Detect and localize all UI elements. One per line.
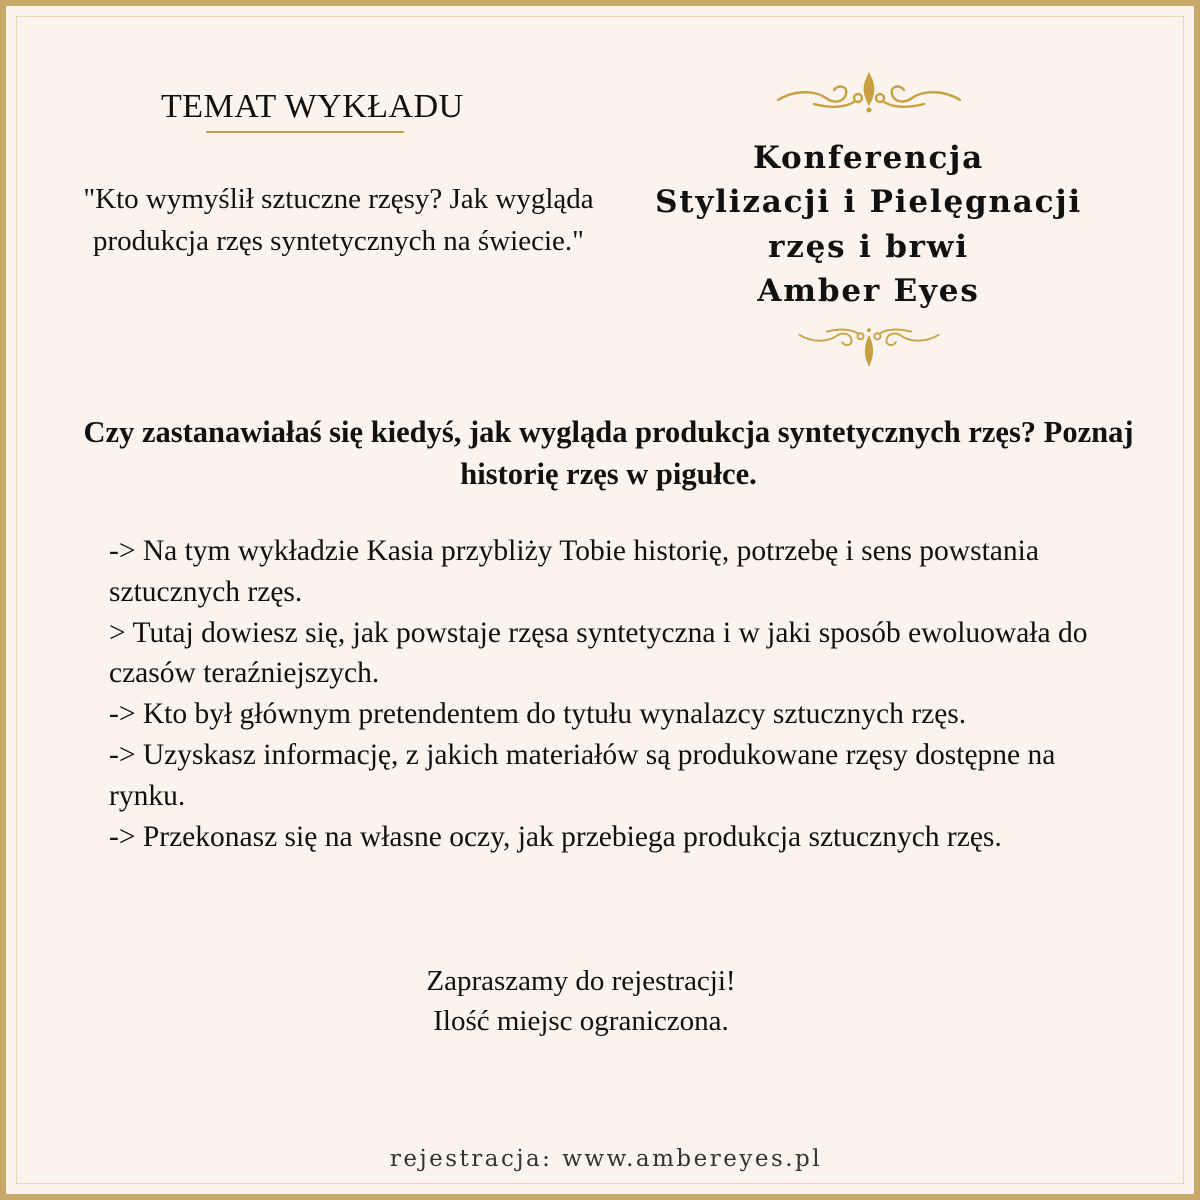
list-item: -> Uzyskasz informację, z jakich materiałów są produkowane rzęsy dostępne na rynku.: [109, 738, 1056, 812]
invite-line: Zapraszamy do rejestracji!: [426, 965, 736, 997]
invite-line: Ilość miejsc ograniczona.: [433, 1005, 729, 1037]
conference-line: Konferencja: [752, 140, 985, 176]
list-item: -> Na tym wykładzie Kasia przybliży Tobie historię, potrzebę i sens powstania sztucznych rzęs.: [109, 535, 1039, 608]
registration-link[interactable]: rejestracja: www.ambereyes.pl: [389, 1146, 823, 1172]
headline: Czy zastanawiałaś się kiedyś, jak wygląda produkcja syntetycznych rzęs? Poznaj historię rzęs w pigułce.: [83, 415, 1134, 491]
conference-line: rzęs i brwi: [768, 228, 969, 265]
list-item: > Tutaj dowiesz się, jak powstaje rzęsa syntetyczna i w jaki sposób ewoluowała do czasów teraźniejszych.: [109, 616, 1088, 690]
list-item: -> Przekonasz się na własne oczy, jak przebiega produkcja sztucznych rzęs.: [109, 820, 1002, 853]
conference-line: Stylizacji i Pielęgnacji: [655, 184, 1082, 221]
conference-title: [626, 136, 1111, 313]
invite-block: [266, 961, 896, 1041]
flourish-top-icon: [774, 68, 964, 114]
topic-title: TEMAT WYKŁADU: [161, 88, 464, 125]
conference-line: Amber Eyes: [757, 272, 980, 309]
list-item: -> Kto był głównym pretendentem do tytułu wynalazcy sztucznych rzęs.: [109, 698, 967, 731]
points-list: [109, 531, 1119, 857]
topic-underline: [206, 131, 404, 133]
topic-quote: "Kto wymyślił sztuczne rzęsy? Jak wygląda produkcja rzęs syntetycznych na świecie.": [83, 183, 594, 258]
flourish-bottom-icon: [774, 324, 964, 370]
